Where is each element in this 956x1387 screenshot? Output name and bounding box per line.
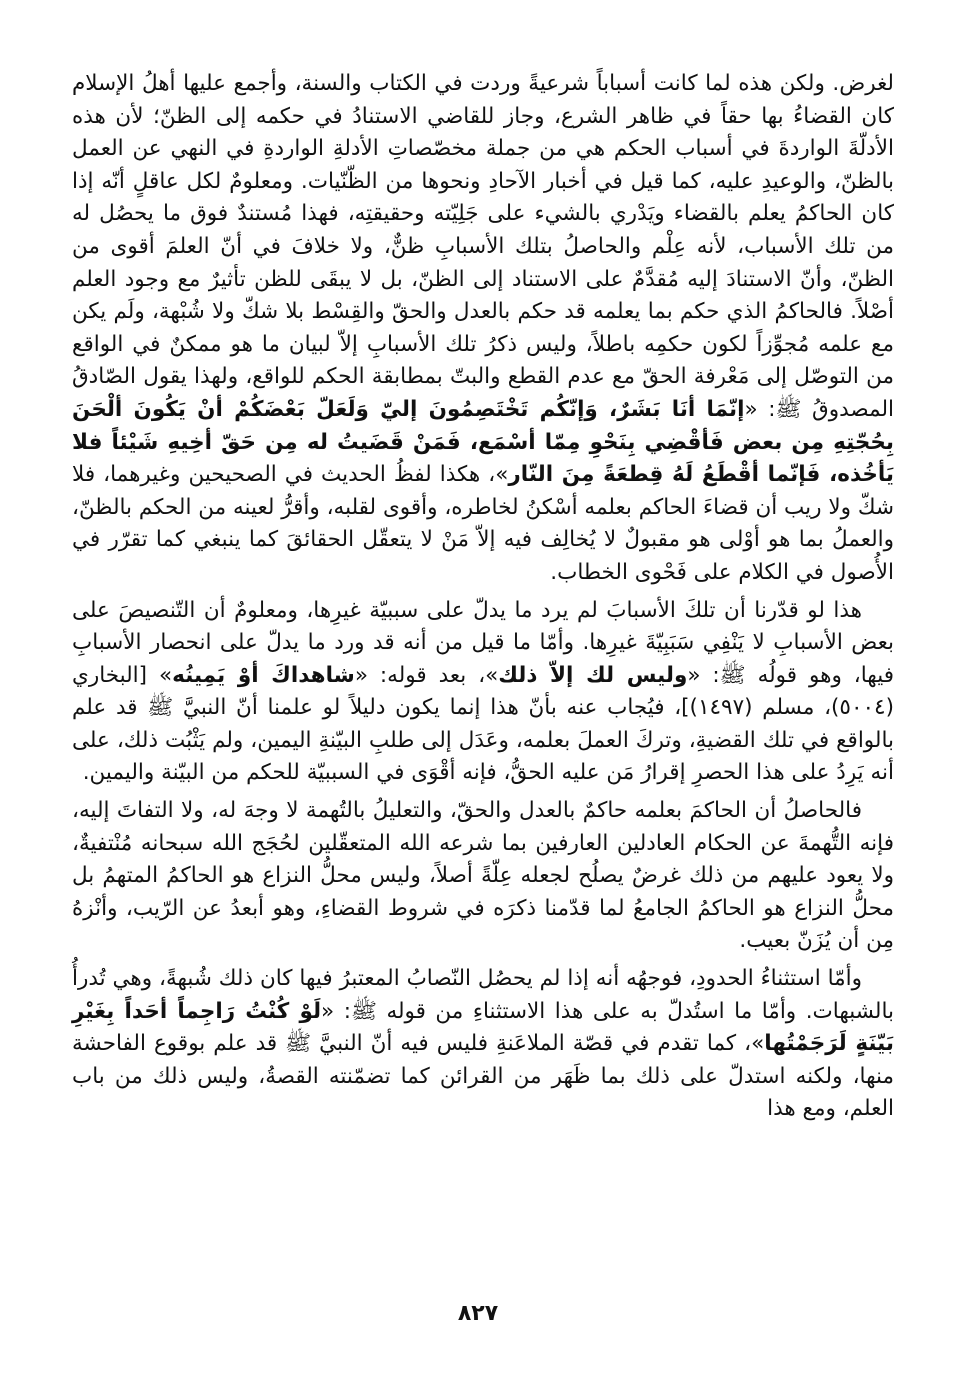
text-segment: هذا لو قدّرنا أن تلكَ الأسبابَ لم يرد ما يدلّ على سببيّة غيرِها، ومعلومٌ أن التّنصيصَ على بعض الأسبابِ لا يَنْفِي سَبَبِيّةَ غيرِها. وأمّا ما قيل من أنه قد ورد ما يدلّ على انحصار الأسبابِ فيها، وهو قولُه ﷺ: « (72, 597, 894, 688)
paragraph-3 (72, 795, 894, 958)
text-segment: »، بعد قوله: « (354, 662, 499, 688)
paragraph-1 (72, 68, 894, 590)
text-segment: لغرض. ولكن هذه لما كانت أسباباً شرعيةً وردت في الكتاب والسنة، وأجمع عليها أهلُ الإسلام كان القضاءُ بها حقاً في ظاهر الشرع، وجاز للقاضي الاستنادُ في حكمه إلى الظنّ؛ لأن هذه الأدلّةَ الواردةَ في أسباب الحكم هي من جملة مخصّصاتِ الأدلةِ الواردةِ في النهي عن العمل بالظنّ، والوعيدِ عليه، كما قيل في أخبار الآحادِ ونحوها من الظّنّيات. ومعلومٌ لكل عاقلٍ أنّه إذا كان الحاكمُ يعلم بالقضاء ويَدْري بالشيء على جَلِيّته وحقيقتِه، فهذا مُستندٌ فوق ما يحصُل له من تلك الأسباب، لأنه عِلْم والحاصلُ بتلك الأسبابِ ظنٌّ، ولا خلافَ في أنّ العلمَ أقوى من الظنّ، وأنّ الاستنادَ إليه مُقدَّمٌ على الاستناد إلى الظنّ، بل لا يبقَى للظن تأثيرٌ مع وجود العلم أصْلاً. فالحاكمُ الذي حكم بما يعلمه قد حكم بالعدل والحقّ والقِسْط بلا شكّ ولا شُبْهة، ولَم يكن مع علمه مُجوِّزاً لكون حكمِه باطلاً، وليس ذكرُ تلك الأسبابِ إلاّ لبيان ما هو ممكنٌ في الواقع من التوصّل إلى مَعْرفة الحقّ مع عدم القطع والبتّ بمطابقة الحكم للواقع، ولهذا يقول الصّادقُ المصدوقُ ﷺ: « (72, 71, 894, 422)
document-page (72, 68, 894, 1126)
paragraph-4 (72, 963, 894, 1126)
page-number: ٨٢٧ (457, 1301, 499, 1326)
hadith-quote: إنّمَا أنَا بَشَرٌ، وَإنّكُم تَخْتَصِمُونَ إليّ وَلَعَلّ بَعْضَكُمْ أنْ يَكُونَ ألْحَنَ بِحُجّتِهِ مِن بعض فَأقْضِي بِنَحْوِ مِمّا أسْمَع، فَمَنْ قَضَيتُ له مِن حَقّ أخِيهِ شَيْئاً فلا يَأخُذه، فَإنّما أقْطَعُ لَهُ قِطعَةً مِنَ النّار (72, 396, 895, 488)
hadith-quote: لَوْ كُنْتُ رَاجِماً أحَداً بِغَيْرِ بَيّنَةٍ لَرَجَمْتُها (72, 998, 894, 1057)
text-segment: وأمّا استثناءُ الحدودِ، فوجهُه أنه إذا لم يحصُل النّصابُ المعتبرُ فيها كان ذلك شُبهةً، وهي تُدرأُ بالشبهات. وأمّا ما استُدلّ به على هذا الاستثناءِ من قوله ﷺ: « (72, 966, 894, 1024)
hadith-quote: شاهداكَ أوْ يَمِينُه (172, 662, 355, 688)
text-segment: »، كما تقدم في قصّة الملاعَنةِ فليس فيه أنّ النبيَّ ﷺ قد علم بوقوع الفاحشة منها، ولكنه استدلّ على ذلك بما ظَهَر من القرائن كما تضمّنته القصةُ، وليس ذلك من باب العلم، ومع هذا (72, 1031, 894, 1122)
text-segment: فالحاصلُ أن الحاكمَ بعلمه حاكمٌ بالعدل والحقّ، والتعليلُ بالتُهمة لا وجهَ له، ولا التفاتَ إليه، فإنه التُّهمةَ عن الحكام العادلين العارفين بما شرعه الله المتعقّلين لحُجَج الله سبحانه مُنْتفيةٌ، ولا يعود عليهم من ذلك غرضٌ يصلُح لجعله عِلّةً أصلاً، وليس محلُّ النزاع هو الحاكمُ المتهمُ بل محلُّ النزاع هو الحاكمُ الجامعُ لما قدّمنا ذكرَه في شروط القضاءِ، وهو أبعدُ عن الرّيب، وأنْزهُ مِن أن يُزَنّ بعيب. (72, 798, 894, 954)
text-segment: » [البخاري (٥٠٠٤)، مسلم (١٤٩٧)]، فيُجاب عنه بأنّ هذا إنما يكون دليلاً لو علمنا أنّ النبيَّ ﷺ قد علم بالواقع في تلك القضيةِ، وتركَ العملَ بعلمه، وعَدَل إلى طلبِ البيّنةِ اليمين، ولم يَثْبُت ذلك، على أنه يَرِدُ على هذا الحصرِ إقرارُ مَن عليه الحقُّ، فإنه أقْوَى في السببيّة للحكم من البيّنة واليمين. (72, 662, 894, 786)
paragraph-2 (72, 595, 894, 791)
text-segment: »، هكذا لفظُ الحديث في الصحيحين وغيرهما، فلا شكّ ولا ريب أن قضاءَ الحاكم بعلمه أسْكنُ لخاطره، وأقوى لقلبه، وأقرُّ لعينه من الحكم بالظنّ، والعملُ بما هو أوْلى هو مقبولٌ لا يُخالِف فيه إلاّ مَنْ لا يتعقّل الحقائقَ كما ينبغي كما تقرّر في الأُصول في الكلام على فَحْوى الخطاب. (72, 462, 894, 585)
hadith-quote: وليس لك إلاّ ذلك (498, 662, 688, 688)
